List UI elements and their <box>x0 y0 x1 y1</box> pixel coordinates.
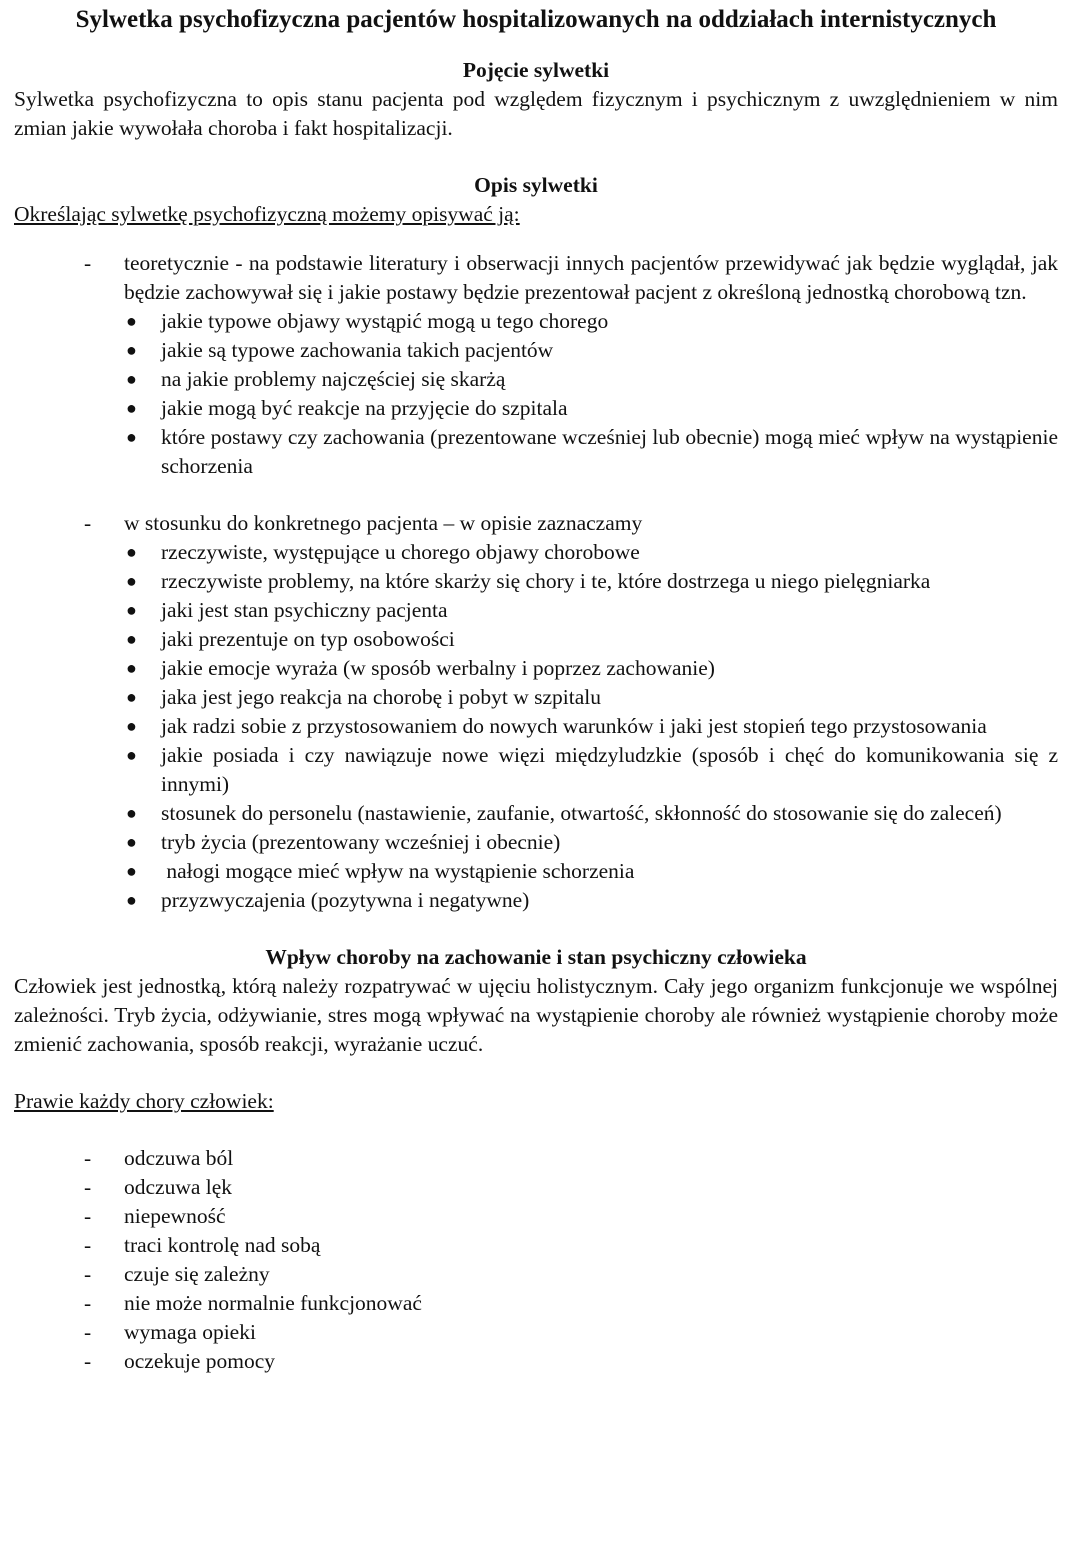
bullet-text: jakie emocje wyraża (w sposób werbalny i poprzez zachowanie) <box>161 656 715 680</box>
bullet-text: jak radzi sobie z przystosowaniem do nowych warunków i jaki jest stopień tego przystosowania <box>161 714 987 738</box>
section-heading-concept: Pojęcie sylwetki <box>462 58 610 82</box>
dash-marker: - <box>84 1349 92 1373</box>
bullet-icon: ● <box>126 340 137 360</box>
dash-marker: - <box>84 1233 92 1257</box>
list-item-text: wymaga opieki <box>124 1320 256 1344</box>
list-item <box>14 1202 1058 1231</box>
concept-paragraph: Sylwetka psychofizyczna to opis stanu pacjenta pod względem fizycznym i psychicznym z uwzględnieniem w nim zmian jakie wywołała choroba i fakt hospitalizacji. <box>14 87 1058 140</box>
bullet-icon: ● <box>126 745 137 765</box>
list-item <box>124 365 1058 394</box>
bullet-icon: ● <box>126 687 137 707</box>
bullet-text: nałogi mogące mieć wpływ na wystąpienie schorzenia <box>161 859 635 883</box>
list-item <box>14 509 1058 915</box>
list-item <box>124 307 1058 336</box>
list-item <box>124 596 1058 625</box>
dash-marker: - <box>84 511 92 535</box>
list-item <box>14 1231 1058 1260</box>
method-specific-text: w stosunku do konkretnego pacjenta – w opisie zaznaczamy <box>124 511 643 535</box>
bullet-icon: ● <box>126 803 137 823</box>
list-item <box>124 712 1058 741</box>
description-method-list <box>14 249 1058 915</box>
bullet-icon: ● <box>126 369 137 389</box>
bullet-text: jaki prezentuje on typ osobowości <box>161 627 455 651</box>
list-item <box>14 1173 1058 1202</box>
bullet-text: jakie są typowe zachowania takich pacjentów <box>161 338 554 362</box>
dash-marker: - <box>84 1146 92 1170</box>
dash-marker: - <box>84 1291 92 1315</box>
list-item <box>124 394 1058 423</box>
list-item-text: niepewność <box>124 1204 226 1228</box>
dash-marker: - <box>84 1175 92 1199</box>
list-item <box>14 1318 1058 1347</box>
list-item <box>124 567 1058 596</box>
bullet-icon: ● <box>126 600 137 620</box>
list-item <box>14 249 1058 481</box>
list-item <box>14 1289 1058 1318</box>
list-item-text: traci kontrolę nad sobą <box>124 1233 321 1257</box>
description-intro: Określając sylwetkę psychofizyczną możemy opisywać ją: <box>14 202 520 226</box>
document-title: Sylwetka psychofizyczna pacjentów hospitalizowanych na oddziałach internistycznych <box>75 6 997 33</box>
list-item <box>124 538 1058 567</box>
bullet-text: jakie posiada i czy nawiązuje nowe więzi międzyludzkie (sposób i chęć do komunikowania się z innymi) <box>161 743 1058 796</box>
list-item <box>124 654 1058 683</box>
bullet-icon: ● <box>126 398 137 418</box>
list-item <box>124 741 1058 799</box>
bullet-icon: ● <box>126 861 137 881</box>
impact-paragraph: Człowiek jest jednostką, którą należy rozpatrywać w ujęciu holistycznym. Cały jego organizm funkcjonuje we wspólnej zależności. Tryb życia, odżywianie, stres mogą wpływać na wystąpienie choroby ale również wystąpienie choroby może zmienić zachowania, sposób reakcji, wyrażanie uczuć. <box>14 974 1058 1056</box>
bullet-text: które postawy czy zachowania (prezentowane wcześniej lub obecnie) mogą mieć wpływ na wystąpienie schorzenia <box>161 425 1058 478</box>
section-heading-impact: Wpływ choroby na zachowanie i stan psychiczny człowieka <box>265 945 807 969</box>
spacer <box>14 481 1058 509</box>
list-item <box>124 336 1058 365</box>
bullet-icon: ● <box>126 542 137 562</box>
bullet-text: rzeczywiste problemy, na które skarży się chory i te, które dostrzega u niego pielęgniarka <box>161 569 931 593</box>
bullet-icon: ● <box>126 629 137 649</box>
list-item-text: odczuwa lęk <box>124 1175 233 1199</box>
bullet-icon: ● <box>126 716 137 736</box>
list-item-text: odczuwa ból <box>124 1146 234 1170</box>
list-item <box>124 625 1058 654</box>
bullet-icon: ● <box>126 832 137 852</box>
bullet-icon: ● <box>126 890 137 910</box>
list-item <box>14 1347 1058 1376</box>
bullet-text: stosunek do personelu (nastawienie, zaufanie, otwartość, skłonność do stosowanie się do zaleceń) <box>161 801 1002 825</box>
list-item <box>124 683 1058 712</box>
list-item <box>124 828 1058 857</box>
list-item <box>124 857 1058 886</box>
bullet-text: tryb życia (prezentowany wcześniej i obecnie) <box>161 830 561 854</box>
dash-marker: - <box>84 1320 92 1344</box>
bullet-text: jaka jest jego reakcja na chorobę i pobyt w szpitalu <box>161 685 601 709</box>
bullet-text: na jakie problemy najczęściej się skarżą <box>161 367 506 391</box>
dash-marker: - <box>84 1262 92 1286</box>
list-item <box>124 423 1058 481</box>
list-item <box>124 886 1058 915</box>
dash-marker: - <box>84 251 92 275</box>
bullet-text: rzeczywiste, występujące u chorego objawy chorobowe <box>161 540 640 564</box>
dash-marker: - <box>84 1204 92 1228</box>
method-theoretical-text: teoretycznie - na podstawie literatury i obserwacji innych pacjentów przewidywać jak będzie wyglądał, jak będzie zachowywał się i jakie postawy będzie prezentował pacjent z określoną jednostką chorobową tzn. <box>124 251 1058 304</box>
section-heading-description: Opis sylwetki <box>474 173 598 197</box>
bullet-text: przyzwyczajenia (pozytywna i negatywne) <box>161 888 530 912</box>
bullet-icon: ● <box>126 427 137 447</box>
list-item <box>124 799 1058 828</box>
document-page <box>14 4 1058 1376</box>
bullet-text: jakie typowe objawy wystąpić mogą u tego chorego <box>161 309 609 333</box>
sick-person-intro: Prawie każdy chory człowiek: <box>14 1089 274 1113</box>
bullet-icon: ● <box>126 658 137 678</box>
bullet-icon: ● <box>126 311 137 331</box>
bullet-text: jakie mogą być reakcje na przyjęcie do szpitala <box>161 396 568 420</box>
list-item-text: oczekuje pomocy <box>124 1349 276 1373</box>
list-item <box>14 1144 1058 1173</box>
bullet-text: jaki jest stan psychiczny pacjenta <box>161 598 448 622</box>
bullet-icon: ● <box>126 571 137 591</box>
theoretical-bullet-list <box>124 307 1058 481</box>
list-item-text: czuje się zależny <box>124 1262 270 1286</box>
specific-bullet-list <box>124 538 1058 915</box>
sick-person-list <box>14 1144 1058 1376</box>
list-item <box>14 1260 1058 1289</box>
list-item-text: nie może normalnie funkcjonować <box>124 1291 422 1315</box>
